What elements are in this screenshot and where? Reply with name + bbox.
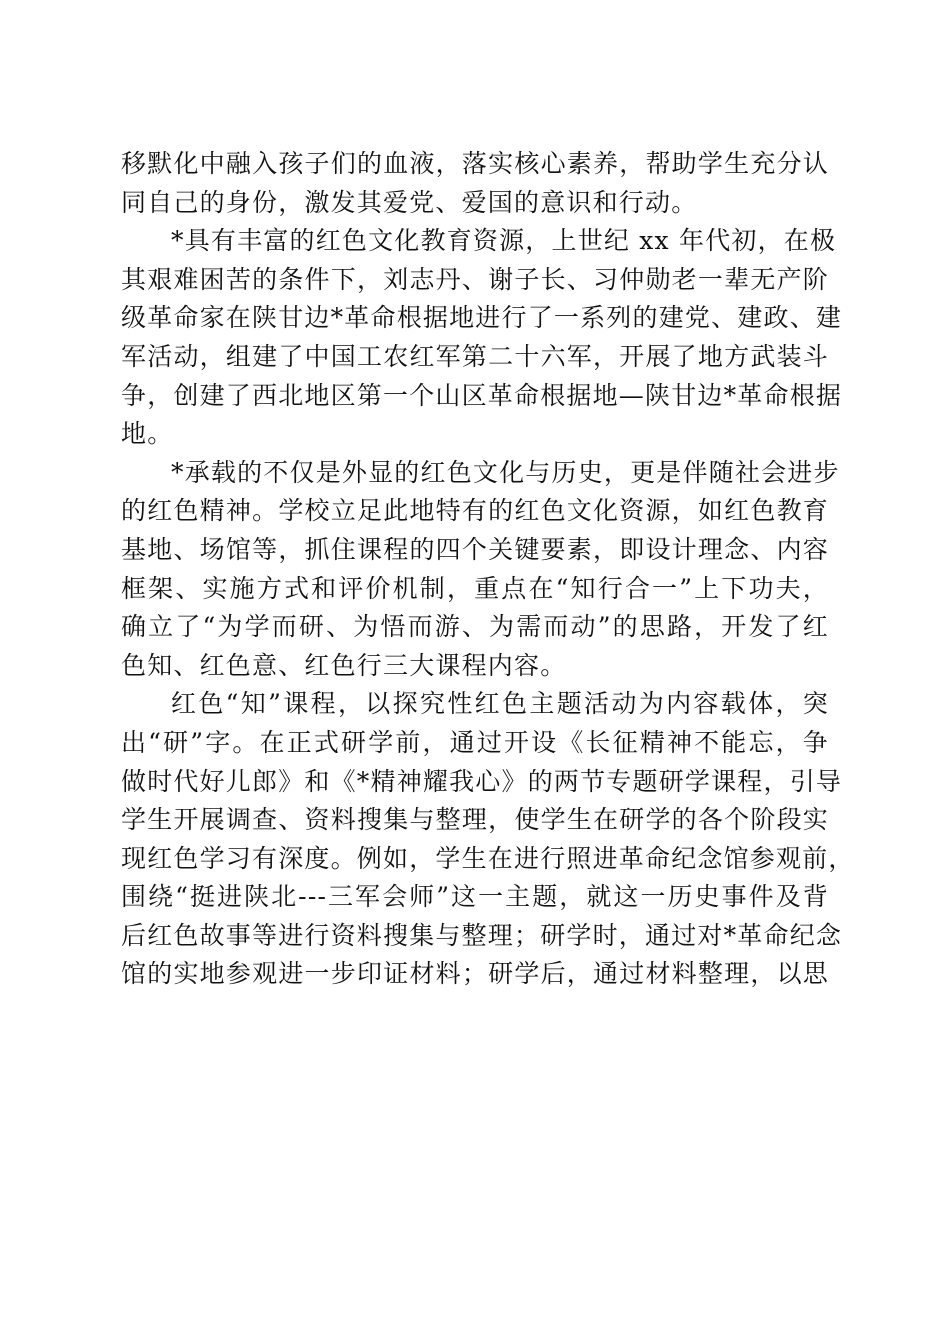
body-line: 学生开展调查、资料搜集与整理，使学生在研学的各个阶段实: [121, 805, 829, 835]
body-line: 军活动，组建了中国工农红军第二十六军，开展了地方武装斗: [121, 341, 829, 371]
body-line: 馆的实地参观进一步印证材料；研学后，通过材料整理，以思: [121, 959, 829, 989]
body-line: 确立了“为学而研、为悟而游、为需而动”的思路，开发了红: [121, 612, 829, 642]
body-line: 现红色学习有深度。例如，学生在进行照进革命纪念馆参观前，: [121, 843, 855, 873]
body-line: 其艰难困苦的条件下，刘志丹、谢子长、习仲勋老一辈无产阶: [121, 264, 829, 294]
body-line: 的红色精神。学校立足此地特有的红色文化资源，如红色教育: [121, 496, 829, 526]
body-line: 后红色故事等进行资料搜集与整理；研学时，通过对*革命纪念: [121, 920, 843, 950]
body-line: 级革命家在陕甘边*革命根据地进行了一系列的建党、建政、建: [121, 303, 843, 333]
body-line: 地。: [121, 419, 174, 449]
body-line: 红色“知”课程，以探究性红色主题活动为内容载体，突: [171, 689, 829, 719]
body-line: 做时代好儿郎》和《*精神耀我心》的两节专题研学课程，引导: [121, 766, 843, 796]
body-line: 框架、实施方式和评价机制，重点在“知行合一”上下功夫，: [121, 573, 829, 603]
document-body: [121, 145, 855, 994]
body-line: 同自己的身份，激发其爱党、爱国的意识和行动。: [121, 187, 698, 217]
body-line: 色知、红色意、红色行三大课程内容。: [121, 650, 567, 680]
body-line: 基地、场馆等，抓住课程的四个关键要素，即设计理念、内容: [121, 534, 829, 564]
body-line: 争，创建了西北地区第一个山区革命根据地—陕甘边*革命根据: [121, 380, 843, 410]
body-line: *具有丰富的红色文化教育资源，上世纪 xx 年代初，在极: [171, 226, 837, 256]
body-line: 围绕“挺进陕北---三军会师”这一主题，就这一历史事件及背: [121, 882, 829, 912]
body-line: 移默化中融入孩子们的血液，落实核心素养，帮助学生充分认: [121, 149, 829, 178]
body-line: *承载的不仅是外显的红色文化与历史，更是伴随社会进步: [171, 457, 840, 487]
body-line: 出“研”字。在正式研学前，通过开设《长征精神不能忘，争: [121, 727, 829, 757]
